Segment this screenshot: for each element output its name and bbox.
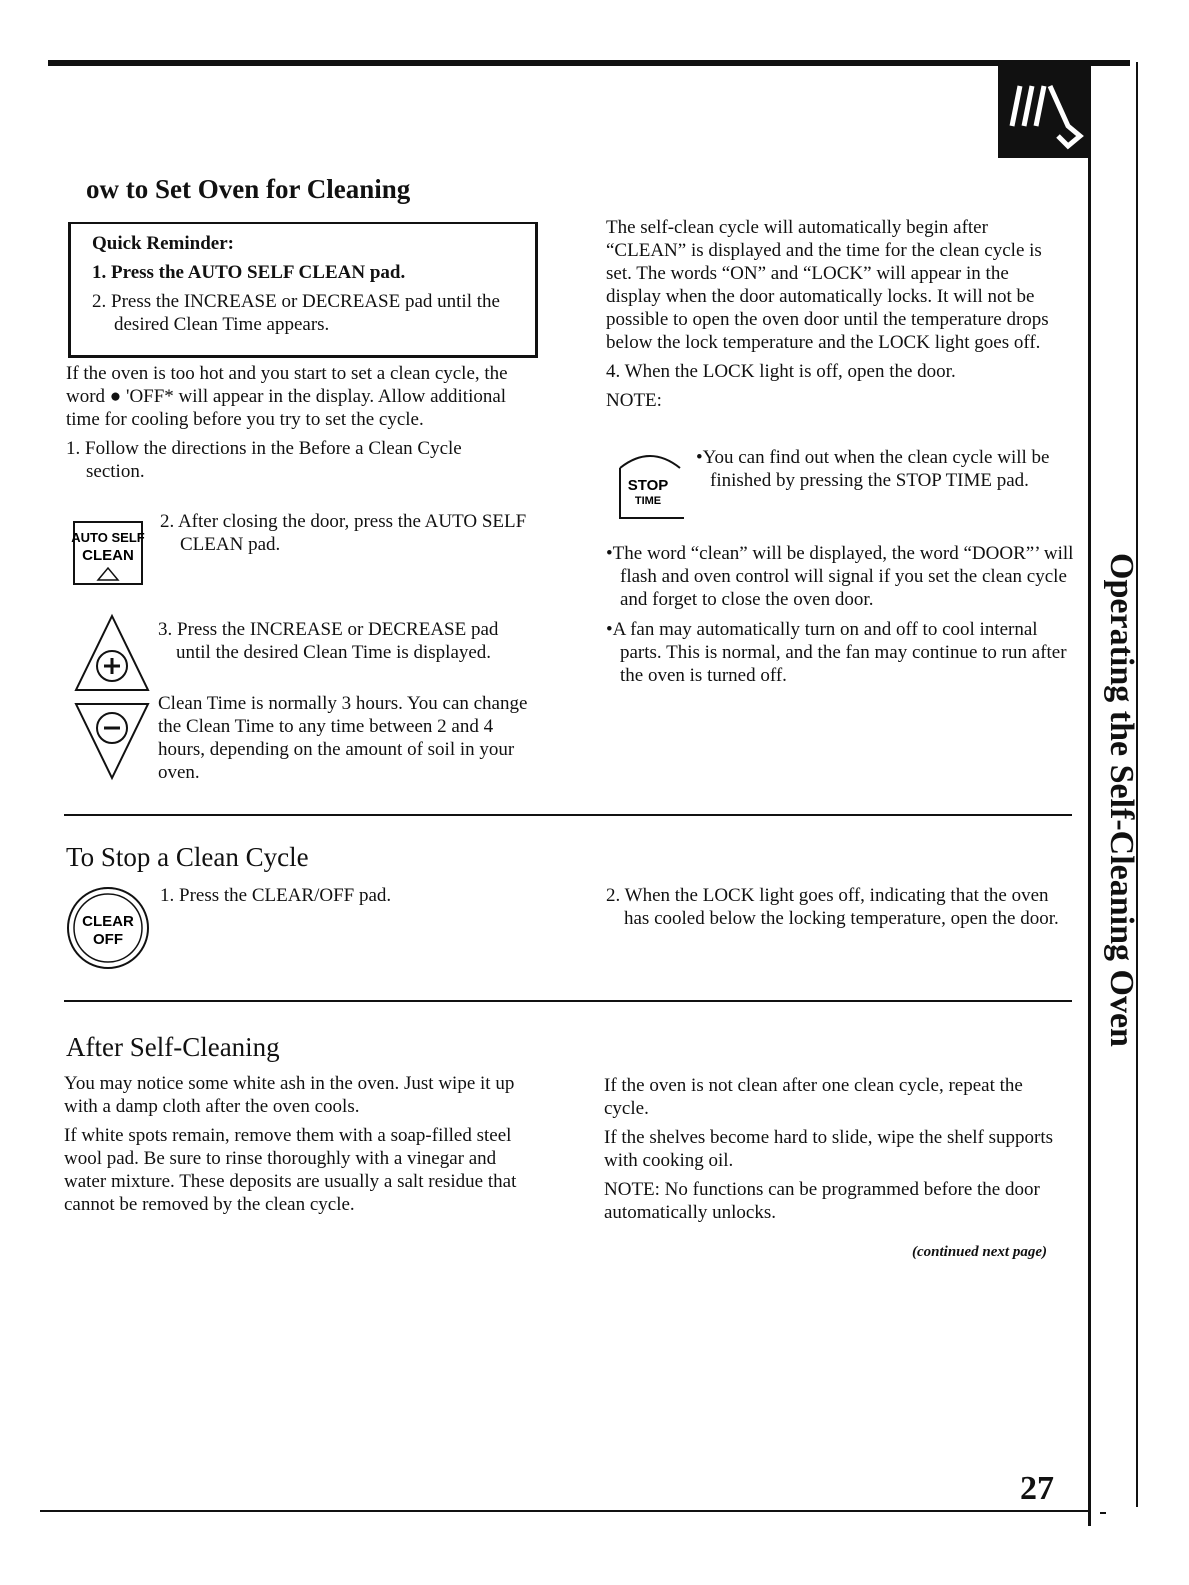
note-bullet-3: •A fan may automatically turn on and off to cool internal parts. This is normal, and the fan may continue to run after the oven is turned off. (606, 619, 1067, 686)
step-2-text: 2. After closing the door, press the AUTO SELF CLEAN pad. (160, 511, 527, 555)
too-hot-text: If the oven is too hot and you start to set a clean cycle, the word ● 'OFF* will appear in the display. Allow additional time for cooling before you try to set the cycle. (66, 363, 508, 430)
continued-note: (continued next page) (912, 1244, 1047, 1260)
after-left-para-1: You may notice some white ash in the oven. Just wipe it up with a damp cloth after the oven cools. (64, 1073, 515, 1117)
decrease-pad-icon (72, 700, 152, 782)
after-left-column (64, 1072, 534, 1222)
after-right-para-2: If the shelves become hard to slide, wipe the shelf supports with cooking oil. (604, 1127, 1054, 1171)
step-1-text: 1. Follow the directions in the Before a Clean Cycle section. (66, 438, 462, 482)
bottom-rule (40, 1510, 1090, 1512)
auto-self-clean-pad-icon (68, 516, 148, 592)
section-divider-1 (64, 814, 1072, 816)
stop-step-1: 1. Press the CLEAR/OFF pad. (160, 885, 392, 906)
section-title-after-cleaning: After Self-Cleaning (66, 1032, 280, 1062)
quick-reminder-content (92, 232, 522, 342)
auto-pad-line2: CLEAN (82, 547, 134, 564)
stop-pad-line2: TIME (634, 495, 662, 507)
after-right-para-3: NOTE: No functions can be programmed before the door automatically unlocks. (604, 1179, 1040, 1223)
oven-door-logo-icon (998, 66, 1090, 158)
stop-time-pad-icon (610, 448, 690, 524)
section-title-set-oven: ow to Set Oven for Cleaning (86, 174, 411, 204)
increase-pad-icon (72, 612, 152, 694)
section-divider-2 (64, 1000, 1072, 1002)
page-number: 27 (1020, 1470, 1054, 1507)
right-border-line (1088, 66, 1091, 1526)
top-rule (48, 60, 1130, 66)
stop-pad-line1: STOP (627, 477, 669, 494)
too-hot-paragraph (66, 362, 514, 489)
quick-reminder-heading: Quick Reminder: (92, 233, 234, 254)
clear-pad-line1: CLEAR (82, 913, 134, 930)
step-3-text: 3. Press the INCREASE or DECREASE pad until the desired Clean Time is displayed. (158, 619, 499, 663)
bottom-tick (1100, 1512, 1106, 1514)
side-tab (1101, 535, 1141, 1065)
self-clean-paragraph: The self-clean cycle will automatically begin after “CLEAN” is displayed and the time for the clean cycle is set. The words “ON” and “LOCK” will appear in the display when the door automatically locks. It will not be possible to open the oven door until the temperature drops below the lock temperature and the LOCK light goes off. (606, 217, 1049, 353)
stop-step-2: 2. When the LOCK light goes off, indicating that the oven has cooled below the locking temperature, open the door. (606, 885, 1059, 929)
step-4-text: 4. When the LOCK light is off, open the door. (606, 361, 956, 382)
side-tab-label: Operating the Self-Cleaning Oven (1103, 553, 1140, 1047)
auto-pad-line1: AUTO SELF (71, 530, 145, 545)
note-label: NOTE: (606, 390, 662, 411)
clear-off-pad-icon (64, 884, 154, 974)
right-column-top (606, 216, 1054, 418)
note-bullet-1: •You can find out when the clean cycle will be finished by pressing the STOP TIME pad. (696, 447, 1050, 491)
reminder-step-1: 1. Press the AUTO SELF CLEAN pad. (92, 262, 406, 283)
after-left-para-2: If white spots remain, remove them with a soap-filled steel wool pad. Be sure to rinse thoroughly with a vinegar and water mixture. These deposits are usually a salt residue that cannot be removed by the clean cycle. (64, 1125, 517, 1215)
after-right-para-1: If the oven is not clean after one clean cycle, repeat the cycle. (604, 1075, 1023, 1119)
reminder-step-2: 2. Press the INCREASE or DECREASE pad until the desired Clean Time appears. (92, 291, 500, 335)
clear-pad-line2: OFF (93, 931, 123, 948)
after-right-column (604, 1074, 1054, 1230)
clean-time-text: Clean Time is normally 3 hours. You can change the Clean Time to any time between 2 and 4 hours, depending on the amount of soil in your oven. (158, 693, 528, 783)
section-title-stop-cycle: To Stop a Clean Cycle (66, 842, 309, 872)
note-bullet-2: •The word “clean” will be displayed, the word “DOOR”’ will flash and oven control will signal if you set the clean cycle and forget to close the oven door. (606, 543, 1074, 610)
